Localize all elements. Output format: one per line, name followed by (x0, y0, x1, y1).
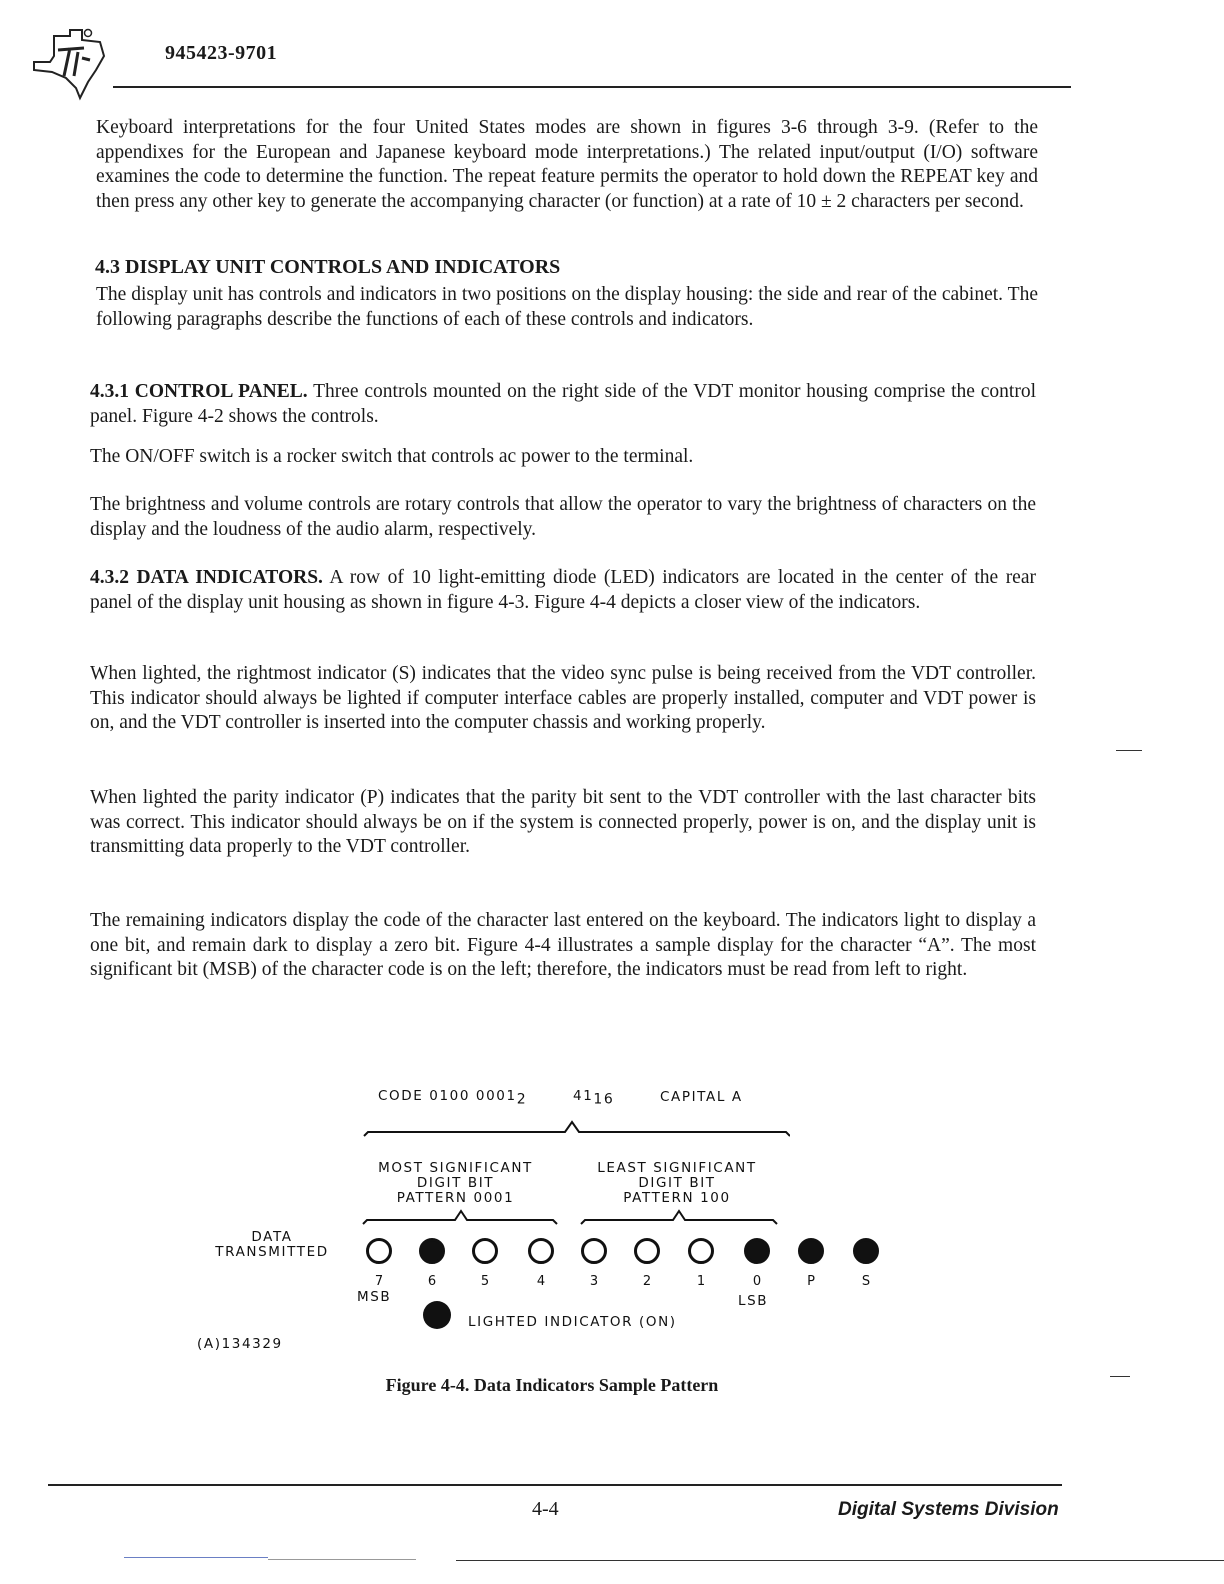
msb-brace (360, 1208, 560, 1226)
msb-label: MSB (357, 1289, 392, 1305)
led-indicator-4 (528, 1238, 554, 1264)
led-indicator-s (853, 1238, 879, 1264)
lsb-brace (578, 1208, 780, 1226)
indicator-label: 1 (696, 1274, 706, 1289)
footer-rule (48, 1484, 1062, 1486)
section-4-3-1-body: Three controls mounted on the right side of the VDT monitor housing comprise the control panel. Figure 4-2 shows the controls. (90, 381, 1036, 427)
code-brace (360, 1118, 790, 1138)
indicator-label: 2 (642, 1274, 652, 1289)
section-4-3-1-paragraph (90, 380, 1036, 429)
lighted-indicator-legend-icon (423, 1301, 451, 1329)
indicator-label: 3 (589, 1274, 599, 1289)
margin-mark (1116, 750, 1142, 751)
parity-indicator-paragraph: When lighted the parity indicator (P) indicates that the parity bit sent to the VDT controller with the last character bits was correct. This indicator should always be on if the system is connected properly, power is on, and the display unit is transmitting data properly to the VDT controller. (90, 787, 1036, 857)
led-indicator-7 (366, 1238, 392, 1264)
section-4-3-2-heading: 4.3.2 DATA INDICATORS. (90, 567, 323, 588)
code-label: CODE 0100 $0001_2$ (378, 1088, 528, 1108)
scan-artifact-line (456, 1560, 1224, 1561)
division-name: Digital Systems Division (838, 1499, 1059, 1520)
section-4-3-body: The display unit has controls and indicators in two positions on the display housing: the side and rear of the cabinet. The following paragraphs describe the functions of each of these controls and indicators. (96, 284, 1038, 330)
header-rule (113, 86, 1071, 88)
page-number: 4-4 (532, 1498, 559, 1520)
figure-caption: Figure 4-4. Data Indicators Sample Pattern (385, 1375, 719, 1395)
led-indicator-p (798, 1238, 824, 1264)
hex-value: $41_{16}$ (573, 1088, 615, 1108)
msb-group-label: MOST SIGNIFICANT DIGIT BIT PATTERN 0001 (378, 1160, 533, 1206)
margin-mark (1110, 1376, 1130, 1377)
sync-indicator-paragraph: When lighted, the rightmost indicator (S) indicates that the video sync pulse is being received from the VDT controller. This indicator should always be lighted if computer interface cables are properly installed, computer and VDT power is on, and the VDT controller is inserted into the computer chassis and working properly. (90, 663, 1036, 733)
remaining-indicators-paragraph: The remaining indicators display the code of the character last entered on the keyboard. The indicators light to display a one bit, and remain dark to display a zero bit. Figure 4-4 illustrates a sample display for the character “A”. The most significant bit (MSB) of the character code is on the left; therefore, the indicators must be read from left to right. (90, 910, 1036, 980)
section-4-3-2-paragraph (90, 566, 1036, 615)
led-indicator-1 (688, 1238, 714, 1264)
indicator-label: 7 (374, 1274, 384, 1289)
section-4-3-1-heading: 4.3.1 CONTROL PANEL. (90, 381, 308, 402)
indicator-label: 5 (480, 1274, 490, 1289)
led-indicator-2 (634, 1238, 660, 1264)
rotary-controls-paragraph: The brightness and volume controls are rotary controls that allow the operator to vary the brightness of characters on the display and the loudness of the audio alarm, respectively. (90, 494, 1036, 540)
indicator-label: 6 (427, 1274, 437, 1289)
art-number: (A)134329 (197, 1336, 283, 1352)
data-transmitted-label: DATA TRANSMITTED (215, 1229, 329, 1260)
intro-paragraph: Keyboard interpretations for the four United States modes are shown in figures 3-6 through 3-9. (Refer to the appendixes for the European and Japanese keyboard mode interpretations.) The related input/output (I/O) software examines the code to determine the function. The repeat feature permits the operator to hold down the REPEAT key and then press any other key to generate the accompanying character (or function) at a rate of 10 ± 2 characters per second. (96, 117, 1038, 212)
scan-artifact-line (268, 1559, 416, 1560)
indicator-label: 0 (752, 1274, 762, 1289)
scan-artifact-line (124, 1557, 268, 1558)
on-off-switch-paragraph: The ON/OFF switch is a rocker switch that controls ac power to the terminal. (90, 446, 694, 467)
led-indicator-6 (419, 1238, 445, 1264)
character-label: CAPITAL A (660, 1089, 743, 1105)
indicator-label: S (861, 1274, 871, 1289)
document-number: 945423-9701 (165, 42, 278, 64)
led-indicator-3 (581, 1238, 607, 1264)
indicator-label: P (807, 1274, 815, 1289)
section-4-3-2-body: A row of 10 light-emitting diode (LED) indicators are located in the center of the rear panel of the display unit housing as shown in figure 4-3. Figure 4-4 depicts a closer view of the indicators. (90, 567, 1036, 613)
section-4-3-heading: 4.3 DISPLAY UNIT CONTROLS AND INDICATORS (95, 256, 561, 278)
led-indicator-0 (744, 1238, 770, 1264)
led-indicator-5 (472, 1238, 498, 1264)
lsb-label: LSB (738, 1293, 769, 1309)
ti-logo-icon (30, 26, 116, 102)
lsb-group-label: LEAST SIGNIFICANT DIGIT BIT PATTERN 100 (597, 1160, 757, 1206)
indicator-label: 4 (536, 1274, 546, 1289)
legend-label: LIGHTED INDICATOR (ON) (468, 1314, 677, 1330)
